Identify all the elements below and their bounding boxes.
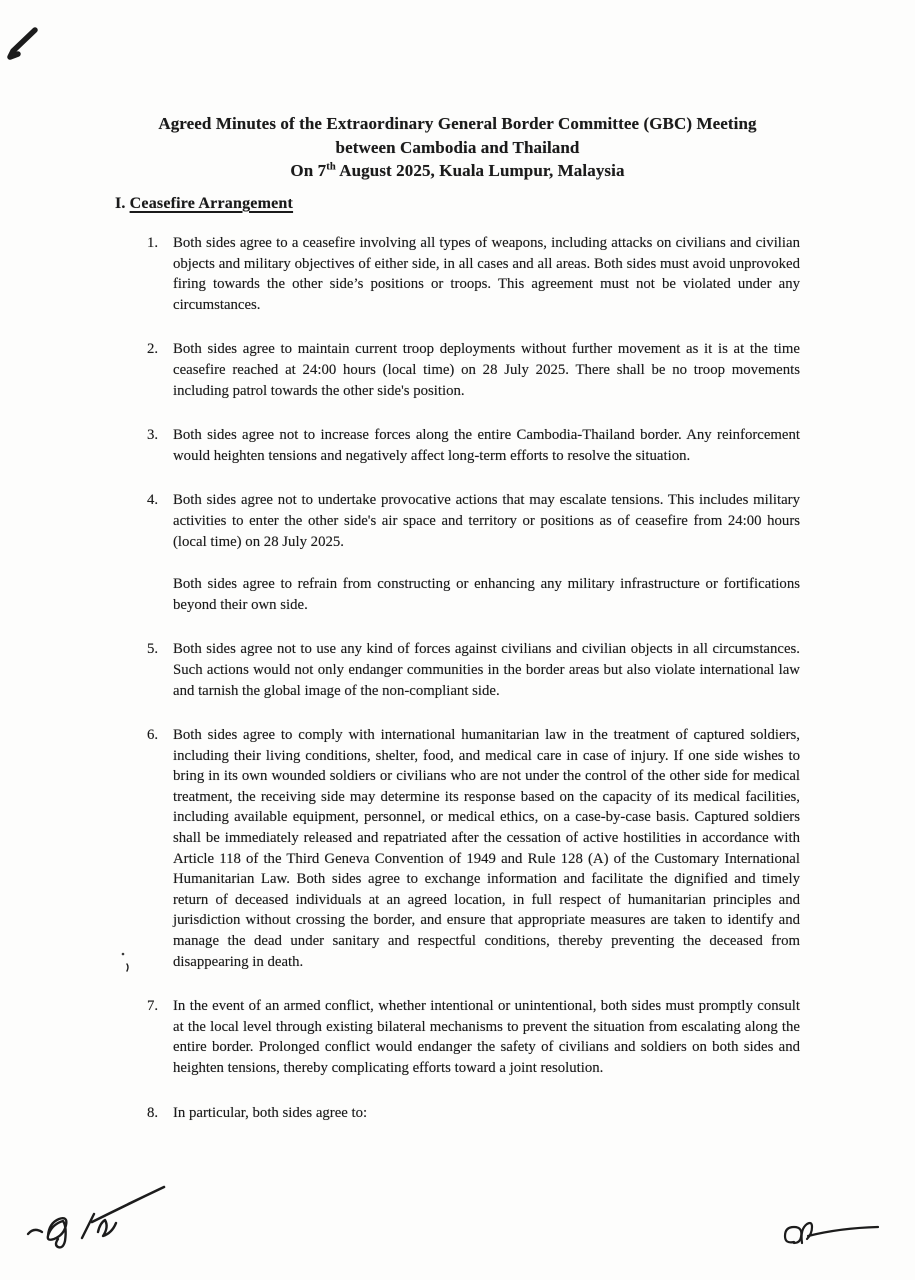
title-line-3-date-post: August 2025, Kuala Lumpur, Malaysia [335,161,625,180]
ceasefire-items-list [147,233,802,1147]
item-paragraph: Both sides agree to a ceasefire involving all types of weapons, including attacks on civilians and civilian objects and military objectives of either side, in all cases and all areas. Both sides must avoid unprovoked firing towards the other side’s positions or troops. This agreement must not be violated under any circumstances. [173,235,800,313]
item-number: 1. [147,235,159,251]
signature-right [778,1210,886,1254]
item-paragraph: In particular, both sides agree to: [173,1104,368,1121]
section-number: I. [115,195,126,212]
document-title [0,112,915,183]
item-number: 5. [147,641,159,658]
item-number: 3. [147,427,159,444]
section-title: Ceasefire Arrangement [129,195,294,212]
section-heading [115,195,293,213]
item-paragraph: Both sides agree not to undertake provocative actions that may escalate tensions. This includes military activities to enter the other side's air space and territory or positions as of ceasefire from 24:00 hours (local time) on 28 July 2025. [173,492,800,550]
ink-smudge-left-margin-icon [118,946,134,976]
title-line-3-date-pre: On 7 [290,161,327,180]
item-paragraph: Both sides agree to comply with international humanitarian law in the treatment of captured soldiers, including their living conditions, shelter, food, and medical care in case of injury. If one side wishes to bring in its own wounded soldiers or civilians who are not under the control of the other side for medical treatment, the receiving side may determine its response based on the capacity of its medical facilities, including available equipment, personnel, or medical ethics, on a case-by-case basis. Captured soldiers shall be immediately released and repatriated after the cessation of active hostilities in accordance with Article 118 of the Third Geneva Convention of 1949 and Rule 128 (A) of the Customary International Humanitarian Law. Both sides agree to exchange information and facilitate the dignified and timely return of deceased individuals at an agreed location, in full respect of humanitarian principles and jurisdiction without crossing the border, and ensure that appropriate measures are taken to identify and manage the dead under sanitary and respectful conditions, thereby preventing the deceased from disappearing in death. [173,727,800,970]
list-item-3 [147,425,802,466]
item-paragraph: Both sides agree to refrain from constructing or enhancing any military infrastructure or fortifications beyond their own side. [173,576,800,613]
title-line-2: between Cambodia and Thailand [335,137,580,157]
item-number: 7. [147,998,159,1015]
signature-left [22,1178,170,1250]
list-item-8 [147,1103,802,1124]
ink-mark-top-left-icon [4,26,42,66]
list-item-4 [147,490,802,615]
item-number: 4. [147,492,159,509]
list-item-6 [147,725,802,972]
item-paragraph: Both sides agree to maintain current troop deployments without further movement as it is at the time ceasefire reached at 24:00 hours (local time) on 28 July 2025. There shall be no troop movements including patrol towards the other side's position. [173,341,800,399]
list-item-1 [147,233,802,315]
item-number: 8. [147,1104,159,1121]
ordinal-superscript: th [326,161,336,173]
item-paragraph: In the event of an armed conflict, whether intentional or unintentional, both sides must promptly consult at the local level through existing bilateral mechanisms to prevent the situation from escalating along the entire border. Prolonged conflict would endanger the safety of civilians and soldiers on both sides and heighten tensions, thereby complicating efforts toward a joint resolution. [173,998,800,1076]
title-line-1: Agreed Minutes of the Extraordinary General Border Committee (GBC) Meeting [158,114,757,133]
item-paragraph: Both sides agree not to use any kind of forces against civilians and civilian objects in all circumstances. Such actions would not only endanger communities in the border areas but also violate international law and tarnish the global image of the non-compliant side. [173,641,800,699]
item-number: 2. [147,341,159,358]
item-number: 6. [147,727,159,744]
list-item-7 [147,996,802,1078]
list-item-5 [147,639,802,701]
title-line-3 [0,159,915,183]
item-paragraph: Both sides agree not to increase forces along the entire Cambodia-Thailand border. Any reinforcement would heighten tensions and negatively affect long-term efforts to resolve the situation. [173,427,800,464]
list-item-2 [147,339,802,401]
